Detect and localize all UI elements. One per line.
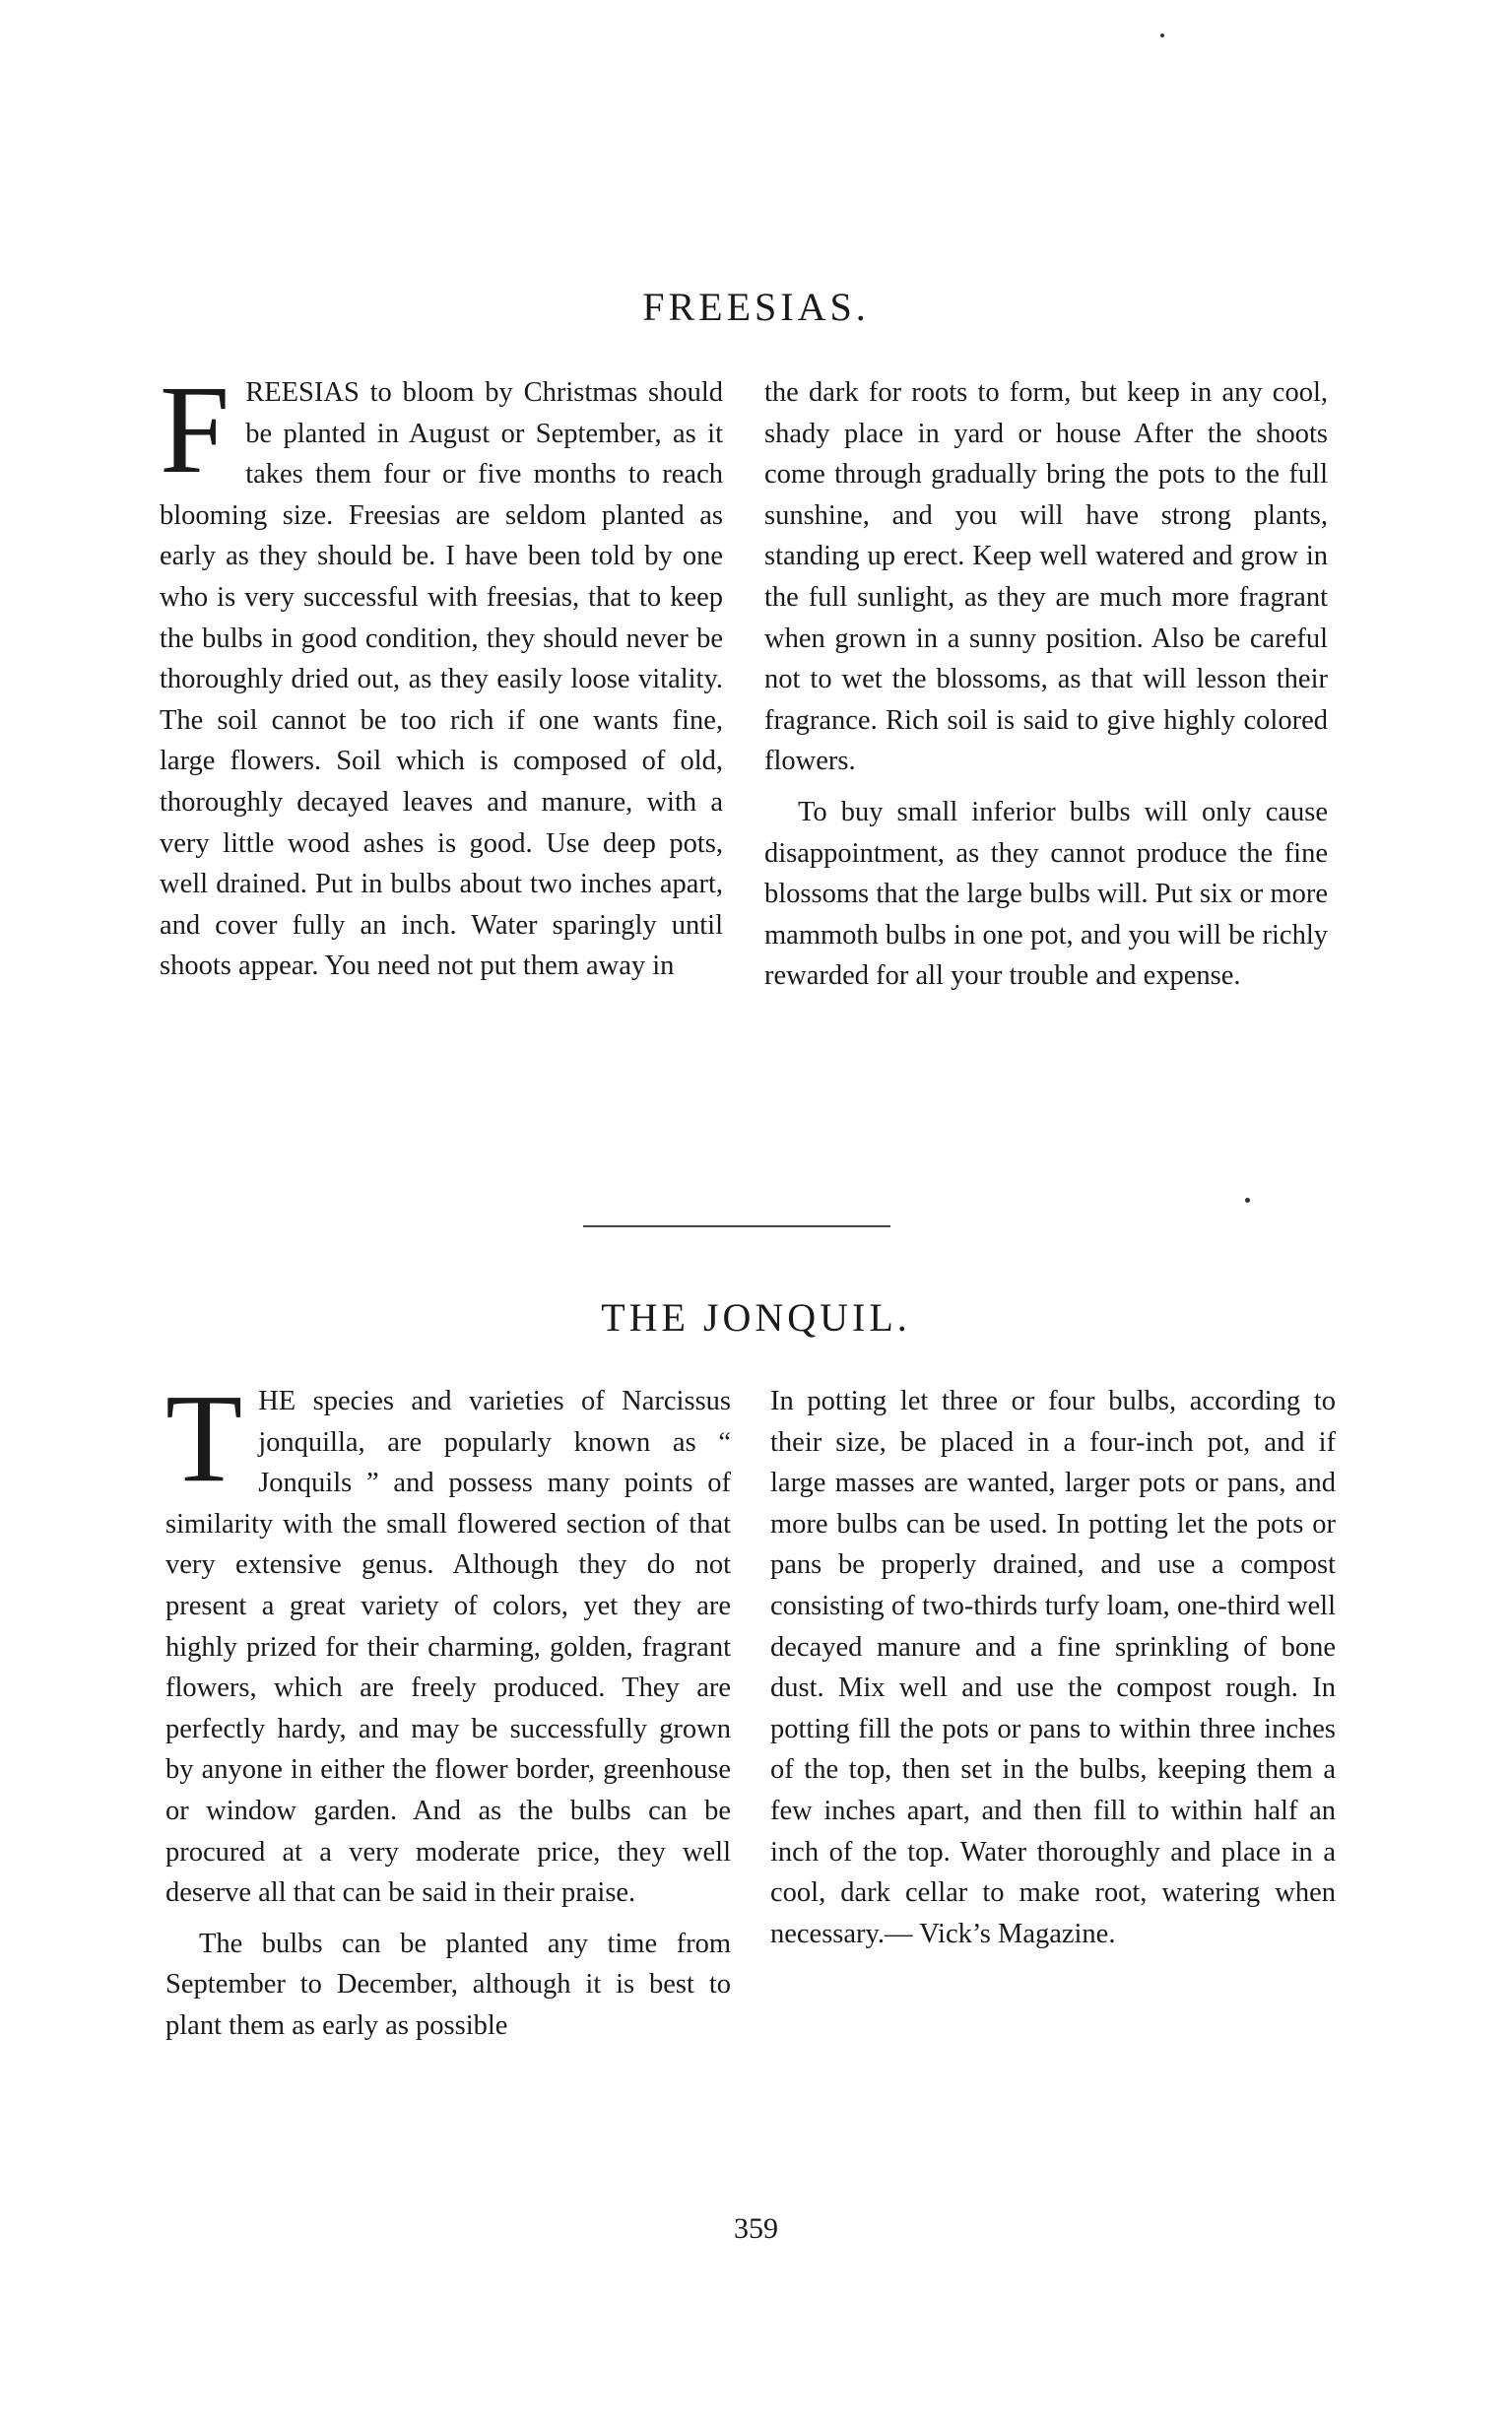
freesias-paragraph-3: To buy small inferior bulbs will only cause disappointment, as they cannot produce the fine blossoms that the large bulbs will. Put six or more mammoth bulbs in one pot, and you will be richly rewarded for all your trouble and expense.	[764, 796, 1328, 992]
jonquil-column-right	[770, 1381, 1336, 1954]
freesias-drop-cap: F	[160, 360, 230, 499]
ink-speck	[1160, 33, 1164, 37]
jonquil-paragraph-2: The bulbs can be planted any time from September to December, although it is best to plant them as early as possible	[165, 1928, 731, 2041]
freesias-paragraph-2: the dark for roots to form, but keep in any cool, shady place in yard or house After the shoots come through gradually bring the pots to the full sunshine, and you will have strong plants, standing up erect. Keep well watered and grow in the full sunlight, as they are much more fragrant when grown in a sunny position. Also be careful not to wet the blossoms, as that will lesson their fragrance. Rich soil is said to give highly colored flowers.	[764, 377, 1328, 777]
page-number: 359	[734, 2212, 778, 2245]
jonquil-paragraph-3: In potting let three or four bulbs, according to their size, be placed in a four-inch pot, and if large masses are wanted, larger pots or pans, and more bulbs can be used. In potting let the pots or pans be properly drained, and use a compost consisting of two-thirds turfy loam, one-third well decayed manure and a fine sprinkling of bone dust. Mix well and use the compost rough. In potting fill the pots or pans to within three inches of the top, then set in the bulbs, keeping them a few inches apart, and then fill to within half an inch of the top. Water thoroughly and place in a cool, dark cellar to make root, watering when necessary.— Vick’s Magazine.	[770, 1386, 1336, 1949]
jonquil-paragraph-1: HE species and varieties of Narcissus jonquilla, are popularly known as “ Jonquils ” and possess many points of similarity with the small flowered section of that very extensive genus. Although they do not present a great variety of colors, yet they are highly prized for their charming, golden, fragrant flowers, which are freely produced. They are perfectly hardy, and may be successfully grown by anyone in either the flower border, greenhouse or window garden. And as the bulbs can be procured at a very moderate price, they well deserve all that can be said in their praise.	[165, 1386, 731, 1909]
ink-speck	[1245, 1198, 1250, 1203]
freesias-column-left	[160, 360, 723, 987]
jonquil-drop-cap: T	[165, 1368, 243, 1508]
freesias-column-right	[764, 372, 1328, 997]
section-divider	[583, 1225, 890, 1227]
jonquil-title: THE JONQUIL.	[601, 1295, 911, 1340]
freesias-title: FREESIAS.	[642, 285, 870, 329]
jonquil-column-left	[165, 1368, 731, 2047]
freesias-paragraph-1: REESIAS to bloom by Christmas should be planted in August or September, as it takes them four or five months to reach blooming size. Freesias are seldom planted as early as they should be. I have been told by one who is very successful with freesias, that to keep the bulbs in good condition, they should never be thoroughly dried out, as they easily loose vitality. The soil cannot be too rich if one wants fine, large flowers. Soil which is composed of old, thoroughly decayed leaves and manure, with a very little wood ashes is good. Use deep pots, well drained. Put in bulbs about two inches apart, and cover fully an inch. Water sparingly until shoots appear. You need not put them away in	[160, 377, 723, 982]
